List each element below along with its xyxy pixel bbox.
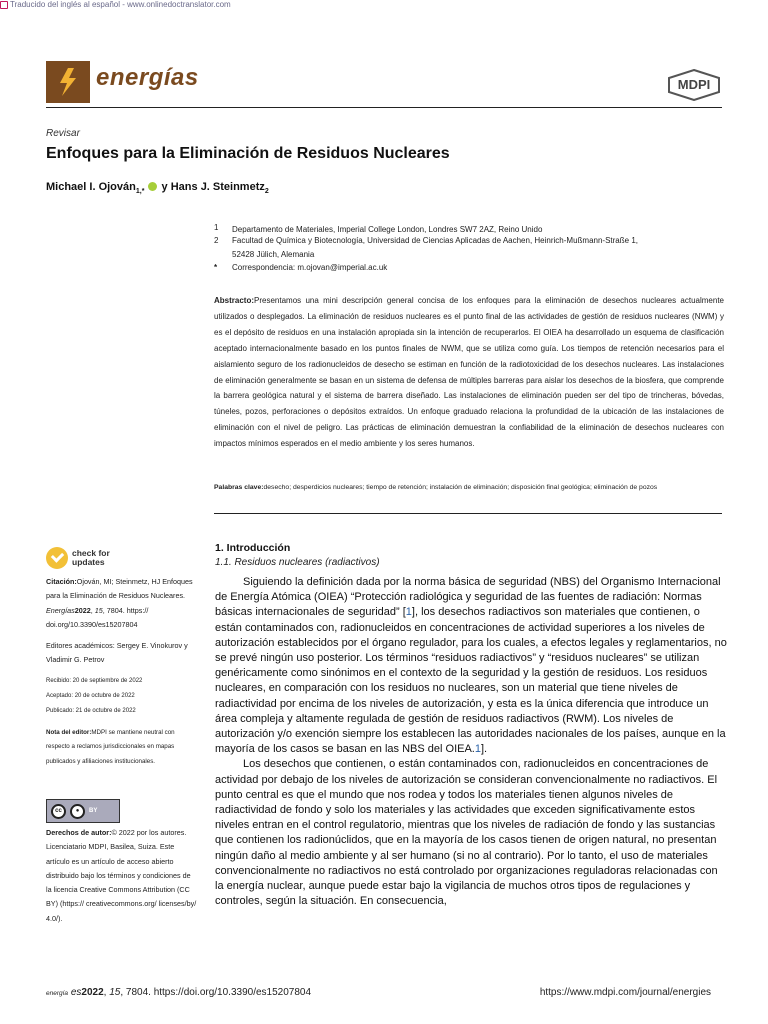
abstract-label: Abstracto:: [214, 296, 255, 305]
citation-text: Ojován, MI; Steinmetz, HJ Enfoques para la Eliminación de Residuos Nucleares.: [46, 577, 193, 601]
footer-volume: 15: [109, 987, 121, 998]
abstract: [214, 293, 724, 452]
abstract-text: Presentamos una mini descripción general concisa de los enfoques para la eliminación de desechos nucleares actualmente utilizados o desplegados. La eliminación de residuos nucleares es el punto final de las actividades de gestión de residuos nucleares (NWM) y es el depósito de residuos en una instalación apropiada sin la intención de recuperarlos. El OIEA ha desarrollado un esquema de clasificación aceptado internacionalmente basado en los puntos finales de NWM, que se utiliza como guía. Los tiempos de retención necesarios para el aislamiento seguro de los radionucleidos de desecho se estiman en función de la radiotoxicidad de los desechos nucleares. Las instalaciones de eliminación generalmente se basan en un sistema de defensa de múltiples barreras para aislar los desechos de la biosfera, que comprende la barrera geológica natural y el sistema de barrera diseñado. Las instalaciones de eliminación pueden ser del tipo de trincheras, bóvedas, túneles, pozos, perforaciones o depósitos extraídos. Un enfoque graduado relaciona la profundidad de la ubicación de las instalaciones de eliminación con el nivel de peligro. Las prácticas de eliminación demuestran la confiabilidad de la eliminación de desechos nucleares con impactos mínimos esperados en el medio ambiente y los seres humanos.: [214, 296, 724, 449]
header-rule: [46, 107, 722, 108]
citation-volume: 15: [94, 605, 103, 615]
article-type: Revisar: [46, 128, 80, 139]
published-date: Publicado: 21 de octubre de 2022: [46, 708, 136, 714]
publisher-note: [46, 726, 198, 769]
citation-year: 2022: [74, 605, 91, 615]
mdpi-logo: [667, 69, 721, 106]
citation-label: Citación:: [46, 577, 77, 586]
cc-by-license-badge[interactable]: [46, 799, 120, 823]
academic-editors: Editores académicos: Sergey E. Vinokurov y Vladimir G. Petrov: [46, 641, 188, 665]
author-superscript: 2: [264, 188, 269, 196]
footer-abbrev: es: [70, 987, 82, 998]
cc-by-text: BY: [89, 808, 98, 814]
article-title: Enfoques para la Eliminación de Residuos Nucleares: [46, 145, 450, 162]
subsection-heading: 1.1. Residuos nucleares (radiactivos): [215, 557, 380, 568]
section-heading: 1. Introducción: [215, 542, 291, 554]
citation-block: Citación:Ojován, MI; Steinmetz, HJ Enfoques para la Eliminación de Residuos Nucleares. Energías2022, 15, 7804. https:// doi.org/10.3390/es15207804: [46, 577, 193, 629]
journal-logo: [46, 61, 90, 103]
paragraph: Los desechos que contienen, o están contaminados con, radionucleidos en concentraciones de actividad por debajo de los niveles de autorización se consideran convencionalmente no radiactivos. El punto central es que el mundo que nos rodea y todos los materiales tienen algunos niveles de radiactividad de fondo y solo los materiales y las actividades que exceden significativamente estos niveles entran en el control regulatorio, mientras que los niveles de radiación de fondo y las sustancias que contienen los radionúclidos, que en la mayoría de los casos tienen de origen natural, no presentan ningún daño al medio ambiente y al ser humano (si no al contrario). Por lo tanto, el uso de materiales convencionalmente no radiactivos no está controlado por organizaciones reguladoras relacionadas con la energía nuclear, aunque puede estar bajo la vigilancia de muchos otros tipos de regulaciones y controles, según la situación. En consecuencia,: [215, 758, 718, 908]
cc-icon: cc: [51, 804, 66, 819]
translator-icon: [0, 1, 8, 9]
by-person-icon: ●: [70, 804, 85, 819]
affiliation-text: Facultad de Química y Biotecnología, Universidad de Ciencias Aplicadas de Aachen, Heinrich-Mußmann-Straße 1,: [232, 236, 638, 245]
copyright-text: © 2022 por los autores. Licenciatario MDPI, Basilea, Suiza. Este artículo es un artículo de acceso abierto distribuido bajo los términos y condiciones de la licencia Creative Commons Attribution (CC BY) (https:// creativecommons.org/ licenses/by/ 4.0/).: [46, 828, 197, 923]
citation-link[interactable]: 1: [474, 743, 481, 756]
affiliation-mark: 2: [214, 236, 219, 245]
keywords-text: desecho; desperdicios nucleares; tiempo de retención; instalación de eliminación; disposición final geológica; eliminación de pozos: [263, 484, 658, 491]
check-for-updates-badge[interactable]: [46, 547, 110, 569]
author-name[interactable]: Michael I. Ojován: [46, 181, 136, 193]
accepted-date: Aceptado: 20 de octubre de 2022: [46, 693, 135, 699]
keywords: [214, 484, 724, 491]
footer-journal: energía: [46, 990, 69, 997]
publisher-note-text: MDPI se mantiene neutral con respecto a reclamos jurisdiccionales en mapas publicados y afiliaciones institucionales.: [46, 729, 175, 765]
author-superscript: 1,*: [135, 188, 145, 196]
affiliation-text: 52428 Jülich, Alemania: [232, 250, 315, 259]
publisher-note-label: Nota del editor:: [46, 729, 92, 736]
copyright-label: Derechos de autor:: [46, 828, 112, 837]
citation-journal: Energías: [46, 605, 75, 615]
footer-citation: energía es2022, 15, 7804. https://doi.org/10.3390/es15207804: [46, 987, 312, 998]
paragraph: Siguiendo la definición dada por la norma básica de seguridad (NBS) del Organismo Internacional de Energía Atómica (OIEA) “Protección radiológica y seguridad de las fuentes de radiación: Normas básicas internacionales de seguridad” [1], los desechos radiactivos son materiales que contienen, o están contaminados con, radionucleidos en concentraciones de actividad superiores a los niveles de autorización establecidos por el órgano regulador, para los cuales, a efectos legales y reglamentarios, no se prevé ningún uso posterior. Los términos “residuos radiactivos” y “residuos nucleares” se utilizan genéricamente como sinónimos en el contexto de la seguridad y la gestión de residuos. Los residuos nucleares, en comparación con los residuos no nucleares, son un material que tiene niveles de radiactividad por encima de los niveles de autorización, y esta es la única diferencia que introduce un área compleja y altamente regulada de gestión de residuos radiactivos (RWM). Los niveles de autorización y/o exención siempre los establecen las autoridades nacionales de los países, aunque en la mayoría de los casos se basan en las NBS del OIEA.1].: [215, 576, 727, 756]
copyright-block: [46, 826, 198, 926]
footer-year: 2022: [81, 987, 104, 998]
affiliation-mark: *: [214, 263, 218, 272]
affiliation-text: Departamento de Materiales, Imperial College London, Londres SW7 2AZ, Reino Unido: [232, 225, 543, 234]
orcid-icon[interactable]: [148, 182, 157, 191]
affiliation-mark: 1: [214, 223, 219, 232]
citation-doi[interactable]: , 7804. https:// doi.org/10.3390/es15207804: [46, 605, 149, 629]
footer-doi[interactable]: , 7804. https://doi.org/10.3390/es15207804: [120, 987, 312, 998]
author-name[interactable]: Hans J. Steinmetz: [170, 181, 265, 193]
received-date: Recibido: 20 de septiembre de 2022: [46, 678, 143, 684]
translator-banner[interactable]: [0, 0, 231, 10]
author-list: [46, 181, 269, 195]
abstract-rule: [214, 513, 722, 514]
check-icon: [46, 547, 68, 569]
footer-journal-url[interactable]: https://www.mdpi.com/journal/energies: [539, 987, 711, 998]
translator-banner-text: Traducido del inglés al español - www.onlinedoctranslator.com: [10, 0, 231, 9]
keywords-label: Palabras clave:: [214, 484, 264, 491]
author-conjunction: y: [161, 181, 168, 193]
check-updates-line1: check for: [72, 548, 110, 558]
check-updates-line2: updates: [72, 557, 105, 567]
publisher-name: MDPI: [677, 77, 711, 92]
citation-link[interactable]: 1: [405, 606, 412, 619]
lightning-icon: [46, 61, 90, 103]
body-text: [215, 575, 727, 909]
correspondence-text[interactable]: Correspondencia: m.ojovan@imperial.ac.uk: [232, 263, 388, 272]
journal-name: energías: [96, 64, 199, 91]
